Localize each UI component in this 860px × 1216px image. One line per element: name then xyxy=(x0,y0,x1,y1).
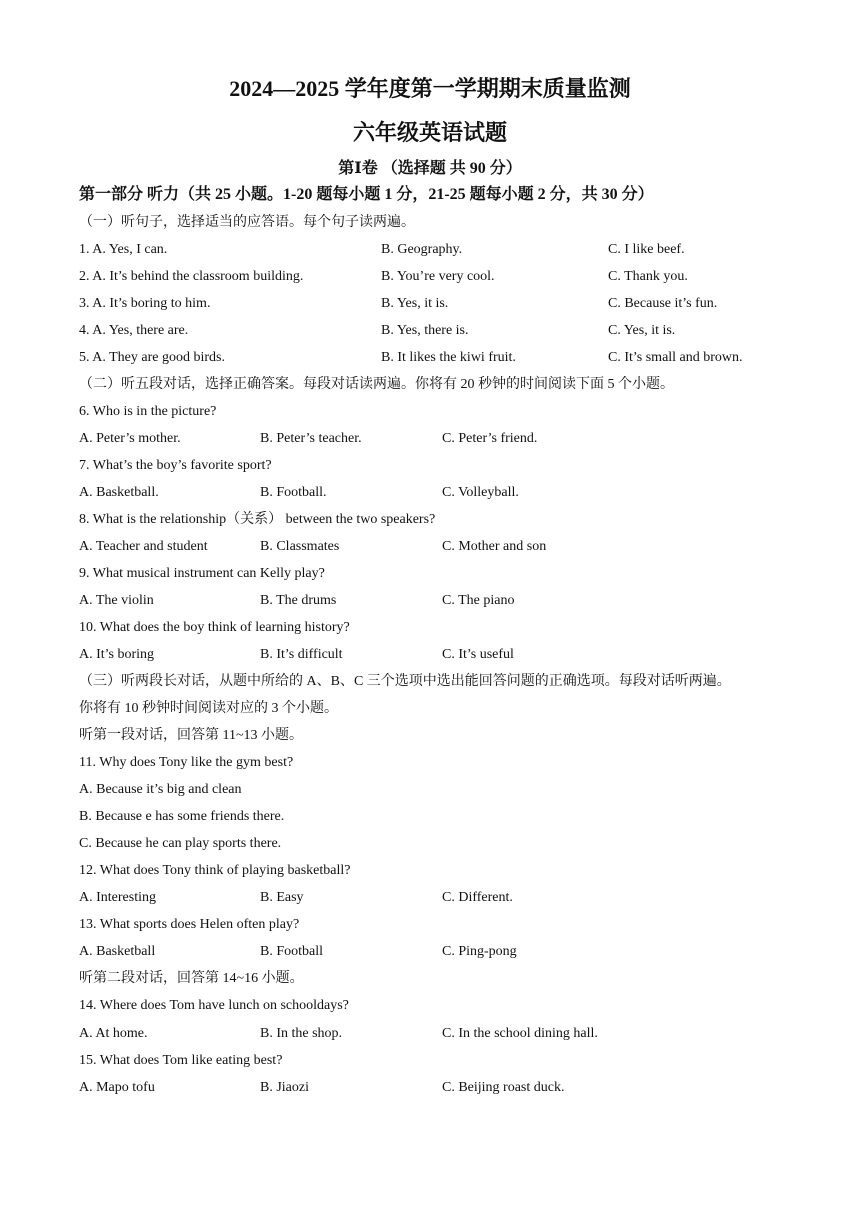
option-a: A. Basketball xyxy=(79,944,156,959)
option-b: B. Jiaozi xyxy=(260,1080,309,1095)
option-b: B. You’re very cool. xyxy=(381,269,495,284)
option-c: C. It’s useful xyxy=(442,647,514,662)
option-b: B. Classmates xyxy=(260,539,340,554)
option-b: B. Geography. xyxy=(381,242,463,257)
option-a: A. Because it’s big and clean xyxy=(79,782,242,797)
question-text: 10. What does the boy think of learning history? xyxy=(79,620,350,635)
option-b: B. Yes, it is. xyxy=(381,296,449,311)
option-c: C. Volleyball. xyxy=(442,485,519,500)
option-a: A. Teacher and student xyxy=(79,539,208,554)
option-c: C. Because it’s fun. xyxy=(608,296,718,311)
option-a: A. Peter’s mother. xyxy=(79,431,181,446)
exam-title: 2024—2025 学年度第一学期期末质量监测 xyxy=(229,76,631,101)
section1-instruction: （一）听句子，选择适当的应答语。每个句子读两遍。 xyxy=(79,215,415,230)
option-b: B. It’s difficult xyxy=(260,647,343,662)
question-text: 13. What sports does Helen often play? xyxy=(79,917,300,932)
question-text: 7. What’s the boy’s favorite sport? xyxy=(79,458,272,473)
option-c: C. It’s small and brown. xyxy=(608,350,743,365)
option-a: 2. A. It’s behind the classroom building. xyxy=(79,269,304,284)
option-a: 3. A. It’s boring to him. xyxy=(79,296,211,311)
option-b: B. Easy xyxy=(260,890,304,905)
question-text: 14. Where does Tom have lunch on schooldays? xyxy=(79,998,349,1013)
option-a: 1. A. Yes, I can. xyxy=(79,242,168,257)
question-text: 11. Why does Tony like the gym best? xyxy=(79,755,294,770)
option-c: C. Different. xyxy=(442,890,513,905)
dialogue1-heading: 听第一段对话，回答第 11~13 小题。 xyxy=(79,728,304,743)
option-b: B. Yes, there is. xyxy=(381,323,469,338)
question-text: 15. What does Tom like eating best? xyxy=(79,1053,283,1068)
question-text: 6. Who is in the picture? xyxy=(79,404,217,419)
option-c: C. Ping-pong xyxy=(442,944,517,959)
option-c: C. Yes, it is. xyxy=(608,323,676,338)
option-c: C. I like beef. xyxy=(608,242,685,257)
question-text: 12. What does Tony think of playing basketball? xyxy=(79,863,351,878)
option-c: C. The piano xyxy=(442,593,515,608)
option-b: B. The drums xyxy=(260,593,337,608)
option-a: A. Interesting xyxy=(79,890,156,905)
option-b: B. Peter’s teacher. xyxy=(260,431,362,446)
option-a: A. At home. xyxy=(79,1026,148,1041)
option-c: C. Thank you. xyxy=(608,269,688,284)
option-c: C. Mother and son xyxy=(442,539,547,554)
option-c: C. Beijing roast duck. xyxy=(442,1080,565,1095)
part-one-heading: 第一部分 听力（共 25 小题。1-20 题每小题 1 分，21-25 题每小题 2 分，共 30 分） xyxy=(79,186,654,203)
option-a: 4. A. Yes, there are. xyxy=(79,323,189,338)
option-c: C. In the school dining hall. xyxy=(442,1026,598,1041)
option-c: C. Peter’s friend. xyxy=(442,431,538,446)
option-b: B. It likes the kiwi fruit. xyxy=(381,350,516,365)
option-b: B. Because e has some friends there. xyxy=(79,809,285,824)
option-b: B. Football. xyxy=(260,485,327,500)
question-text: 9. What musical instrument can Kelly play? xyxy=(79,566,325,581)
option-a: A. It’s boring xyxy=(79,647,155,662)
option-a: A. Mapo tofu xyxy=(79,1080,155,1095)
question-text: 8. What is the relationship（关系） between the two speakers? xyxy=(79,512,436,527)
option-a: A. The violin xyxy=(79,593,154,608)
section2-instruction: （二）听五段对话，选择正确答案。每段对话读两遍。你将有 20 秒钟的时间阅读下面 5 个小题。 xyxy=(79,377,674,392)
section3-instruction: （三）听两段长对话，从题中所给的 A、B、C 三个选项中选出能回答问题的正确选项。每段对话听两遍。 xyxy=(79,674,731,689)
option-a: A. Basketball. xyxy=(79,485,159,500)
option-a: 5. A. They are good birds. xyxy=(79,350,225,365)
exam-subtitle: 六年级英语试题 xyxy=(352,120,507,145)
volume-heading: 第Ⅰ卷 （选择题 共 90 分） xyxy=(338,160,522,177)
option-c: C. Because he can play sports there. xyxy=(79,836,282,851)
section3-instruction-continued: 你将有 10 秒钟时间阅读对应的 3 个小题。 xyxy=(79,701,338,716)
option-b: B. Football xyxy=(260,944,324,959)
option-b: B. In the shop. xyxy=(260,1026,343,1041)
dialogue2-heading: 听第二段对话，回答第 14~16 小题。 xyxy=(79,971,304,986)
